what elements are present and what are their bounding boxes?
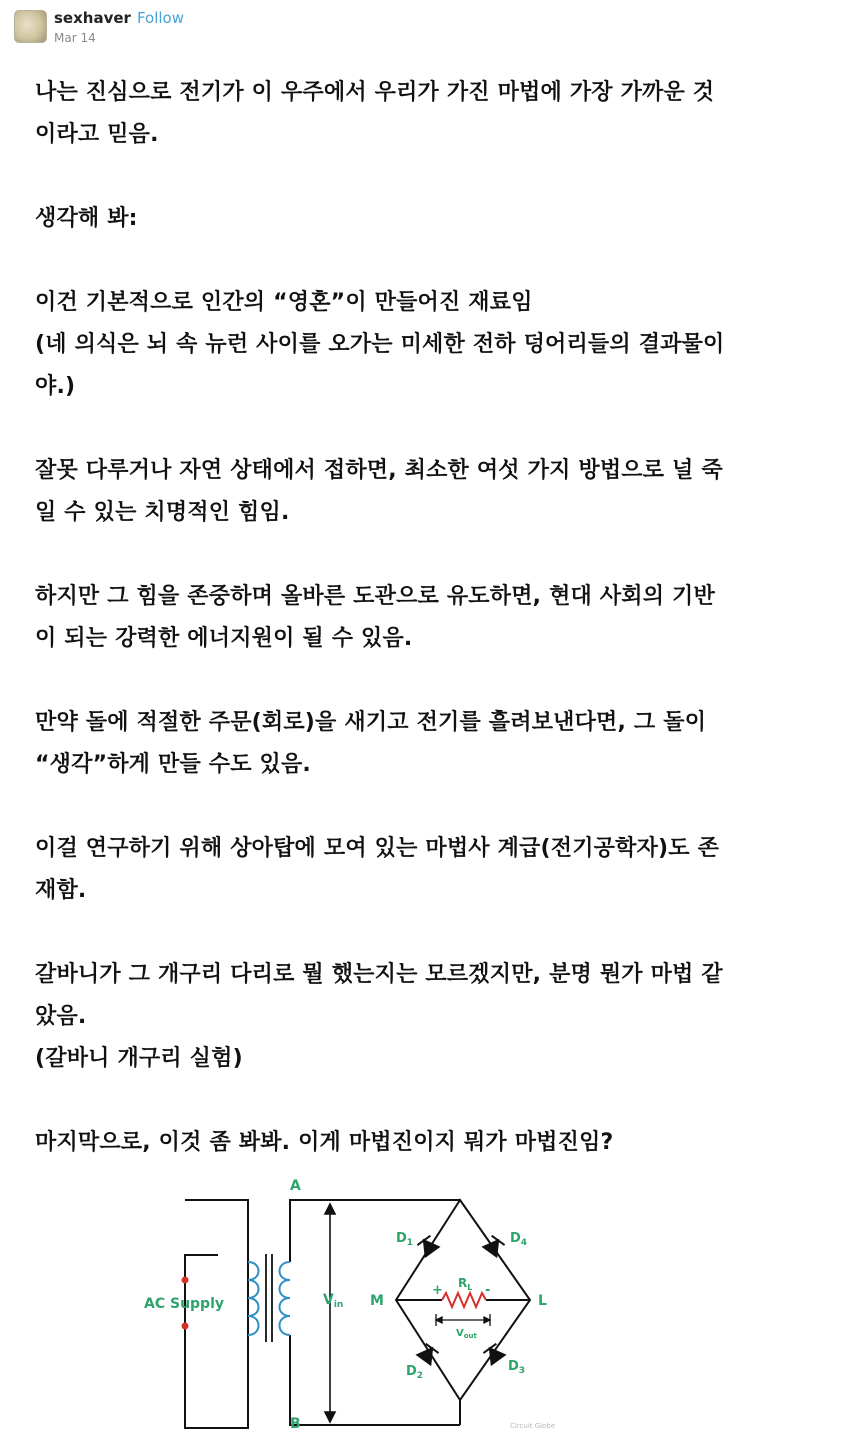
post-body <box>35 72 825 1206</box>
d2-label: $D_2$ <box>406 1364 424 1381</box>
post-paragraph: 만약 돌에 적절한 주문(회로)을 새기고 전기를 흘려보낸다면, 그 돌이 “생각”하게 만들 수도 있음. <box>35 710 707 777</box>
author-name[interactable]: sexhaver <box>54 9 131 27</box>
d1-label: $D_1$ <box>396 1231 414 1248</box>
vin-label: $V_{in}$ <box>323 1292 344 1310</box>
vout-label: $V_{out}$ <box>456 1328 477 1340</box>
follow-button[interactable]: Follow <box>136 9 184 27</box>
post-paragraph: 마지막으로, 이것 좀 봐봐. 이게 마법진이지 뭐가 마법진임? <box>35 1130 614 1155</box>
ac-supply-label: AC Supply <box>144 1296 225 1312</box>
post-paragraph: 갈바니가 그 개구리 다리로 뭘 했는지는 모르겠지만, 분명 뭔가 마법 같 았음. (갈바니 개구리 실험) <box>35 962 723 1071</box>
rl-label: $R_L$ <box>458 1276 473 1292</box>
node-b-label: B <box>290 1416 301 1432</box>
d3-label: $D_3$ <box>508 1359 526 1376</box>
minus-label: - <box>485 1283 491 1298</box>
supply-node-top <box>182 1277 189 1284</box>
avatar[interactable] <box>14 10 47 43</box>
supply-node-bottom <box>182 1323 189 1330</box>
vout-arrow <box>436 1314 490 1326</box>
post-paragraph: 이건 기본적으로 인간의 “영혼”이 만들어진 재료임 (네 의식은 뇌 속 뉴런 사이를 오가는 미세한 전하 덩어리들의 결과물이 야.) <box>35 290 725 399</box>
primary-wire <box>185 1200 248 1428</box>
transformer <box>248 1254 290 1342</box>
load-resistor <box>442 1293 486 1307</box>
watermark-label: Circuit Globe <box>510 1422 556 1430</box>
node-a-label: A <box>290 1178 301 1194</box>
post-paragraph: 하지만 그 힘을 존중하며 올바른 도관으로 유도하면, 현대 사회의 기반 이 되는 강력한 에너지원이 될 수 있음. <box>35 584 715 651</box>
node-m-label: M <box>370 1293 384 1309</box>
post-paragraph: 나는 진심으로 전기가 이 우주에서 우리가 가진 마법에 가장 가까운 것 이라고 믿음. <box>35 80 715 147</box>
post-paragraph: 잘못 다루거나 자연 상태에서 접하면, 최소한 여섯 가지 방법으로 널 죽 일 수 있는 치명적인 힘임. <box>35 458 723 525</box>
post-date: Mar 14 <box>54 31 96 45</box>
author-line <box>54 9 184 27</box>
bridge-rectifier-diagram <box>130 1170 590 1440</box>
node-l-label: L <box>538 1293 547 1309</box>
d4-label: $D_4$ <box>510 1231 528 1248</box>
secondary-bottom-wire <box>290 1335 460 1425</box>
wires <box>185 1200 530 1428</box>
plus-label: + <box>432 1283 443 1298</box>
vin-arrow <box>325 1204 335 1422</box>
post-paragraph: 이걸 연구하기 위해 상아탑에 모여 있는 마법사 계급(전기공학자)도 존 재함. <box>35 836 720 903</box>
secondary-wire <box>290 1200 460 1262</box>
post-paragraph: 생각해 봐: <box>35 206 138 231</box>
